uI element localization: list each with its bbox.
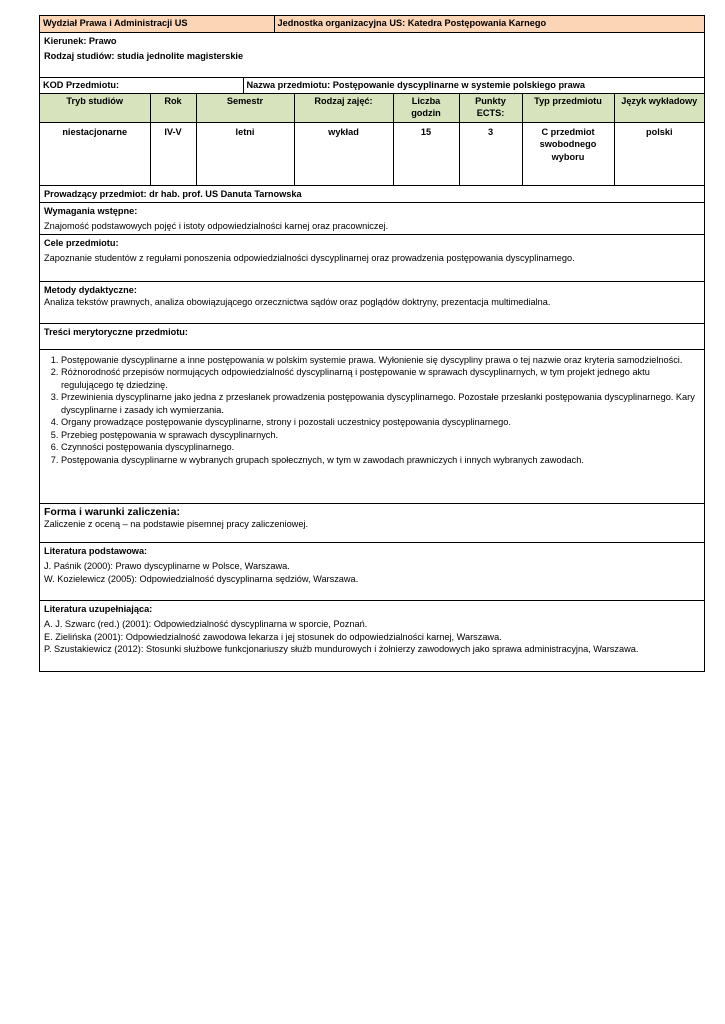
header-table <box>40 16 704 33</box>
literature-basic-title: Literatura podstawowa: <box>44 545 148 556</box>
direction-block <box>40 33 704 78</box>
value-mode: niestacjonarne <box>40 122 150 185</box>
value-year: IV-V <box>150 122 196 185</box>
value-hours: 15 <box>393 122 459 185</box>
list-item: A. J. Szwarc (red.) (2001): Odpowiedzialność dyscyplinarna w sporcie, Poznań. <box>44 619 368 629</box>
list-item: 2. Różnorodność przepisów normujących odpowiedzialność dyscyplinarną i postępowanie w sprawach dyscyplinarnych, w tym projekt jednego aktu regulującego tę dziedzinę. <box>61 366 700 391</box>
header-subject-type: Typ przedmiotu <box>522 94 614 123</box>
methods-title: Metody dydaktyczne: <box>44 284 137 295</box>
requirements-section <box>40 203 704 235</box>
header-language: Język wykładowy <box>614 94 704 123</box>
goals-section <box>40 235 704 282</box>
list-item: 3. Przewinienia dyscyplinarne jako jedna z przesłanek prowadzenia postępowania dyscyplinarnego. Pozostałe przesłanki postępowania dyscyplinarnego. Kary dyscyplinarne i zasady ich wymierzania. <box>61 391 700 416</box>
goals-title: Cele przedmiotu: <box>44 237 119 248</box>
header-mode: Tryb studiów <box>40 94 150 123</box>
list-item: W. Kozielewicz (2005): Odpowiedzialność dyscyplinarna sędziów, Warszawa. <box>44 573 359 584</box>
literature-basic-section <box>40 543 704 601</box>
assessment-section <box>40 504 704 543</box>
assessment-title: Forma i warunki zaliczenia: <box>44 505 180 518</box>
header-ects: Punkty ECTS: <box>459 94 522 123</box>
list-item: 1. Postępowanie dyscyplinarne a inne postępowania w polskim systemie prawa. Wyłonienie się dyscypliny prawa o tej nazwie oraz kryteria samodzielności. <box>61 354 700 367</box>
header-hours-text: Liczba godzin <box>411 95 441 118</box>
subject-code-label: KOD Przedmiotu: <box>40 78 243 93</box>
goals-text: Zapoznanie studentów z regułami ponoszenia odpowiedzialności dyscyplinarnej oraz prowadzenia postępowania dyscyplinarnego. <box>44 253 575 263</box>
value-ects: 3 <box>459 122 522 185</box>
faculty-cell: Wydział Prawa i Administracji US <box>40 16 274 33</box>
contents-title: Treści merytoryczne przedmiotu: <box>40 324 704 350</box>
literature-extra-section <box>40 601 704 671</box>
header-semester: Semestr <box>196 94 294 123</box>
list-item: 6. Czynności postępowania dyscyplinarnego. <box>61 441 700 454</box>
info-table-value-row <box>40 122 704 185</box>
value-class-type: wykład <box>294 122 393 185</box>
assessment-text: Zaliczenie z oceną – na podstawie pisemnej pracy zaliczeniowej. <box>44 519 309 529</box>
list-item: E. Zielińska (2001): Odpowiedzialność zawodowa lekarza i jej stosunek do odpowiedzialności karnej, Warszawa. <box>44 631 502 642</box>
value-semester: letni <box>196 122 294 185</box>
contents-list <box>40 354 700 467</box>
lecturer: Prowadzący przedmiot: dr hab. prof. US Danuta Tarnowska <box>40 186 704 203</box>
requirements-title: Wymagania wstępne: <box>44 205 138 216</box>
list-item: 4. Organy prowadzące postępowanie dyscyplinarne, strony i pozostali uczestnicy postępowania dyscyplinarnego. <box>61 416 700 429</box>
list-item: J. Paśnik (2000): Prawo dyscyplinarne w Polsce, Warszawa. <box>44 561 290 571</box>
syllabus-document <box>39 15 705 672</box>
subject-table <box>40 78 704 94</box>
subject-name-label: Nazwa przedmiotu: Postępowanie dyscyplinarne w systemie polskiego prawa <box>243 78 704 93</box>
header-hours <box>393 94 459 123</box>
list-item: P. Szustakiewicz (2012): Stosunki służbowe funkcjonariuszy służb mundurowych i żołnierzy zawodowych jako sprawa administracyjna, Warszawa. <box>44 644 639 654</box>
requirements-text: Znajomość podstawowych pojęć i istoty odpowiedzialności karnej oraz pracowniczej. <box>44 221 389 231</box>
unit-cell: Jednostka organizacyjna US: Katedra Postępowania Karnego <box>274 16 704 33</box>
direction-label: Kierunek: Prawo <box>44 36 117 46</box>
info-table-header-row <box>40 94 704 123</box>
info-table <box>40 94 704 186</box>
header-year: Rok <box>150 94 196 123</box>
header-class-type: Rodzaj zajęć: <box>294 94 393 123</box>
study-type-label: Rodzaj studiów: studia jednolite magisterskie <box>44 50 244 61</box>
methods-text: Analiza tekstów prawnych, analiza obowiązującego orzecznictwa sądów oraz poglądów doktryny, prezentacja multimedialna. <box>44 297 551 307</box>
list-item: 7. Postępowania dyscyplinarne w wybranych grupach społecznych, w tym w zawodach prawniczych i innych wybranych zawodach. <box>61 454 700 467</box>
literature-extra-title: Literatura uzupełniająca: <box>44 603 153 614</box>
list-item: 5. Przebieg postępowania w sprawach dyscyplinarnych. <box>61 429 700 442</box>
methods-section <box>40 282 704 324</box>
value-language: polski <box>614 122 704 185</box>
value-subject-type: C przedmiot swobodnego wyboru <box>522 122 614 185</box>
contents-list-section <box>40 350 704 504</box>
